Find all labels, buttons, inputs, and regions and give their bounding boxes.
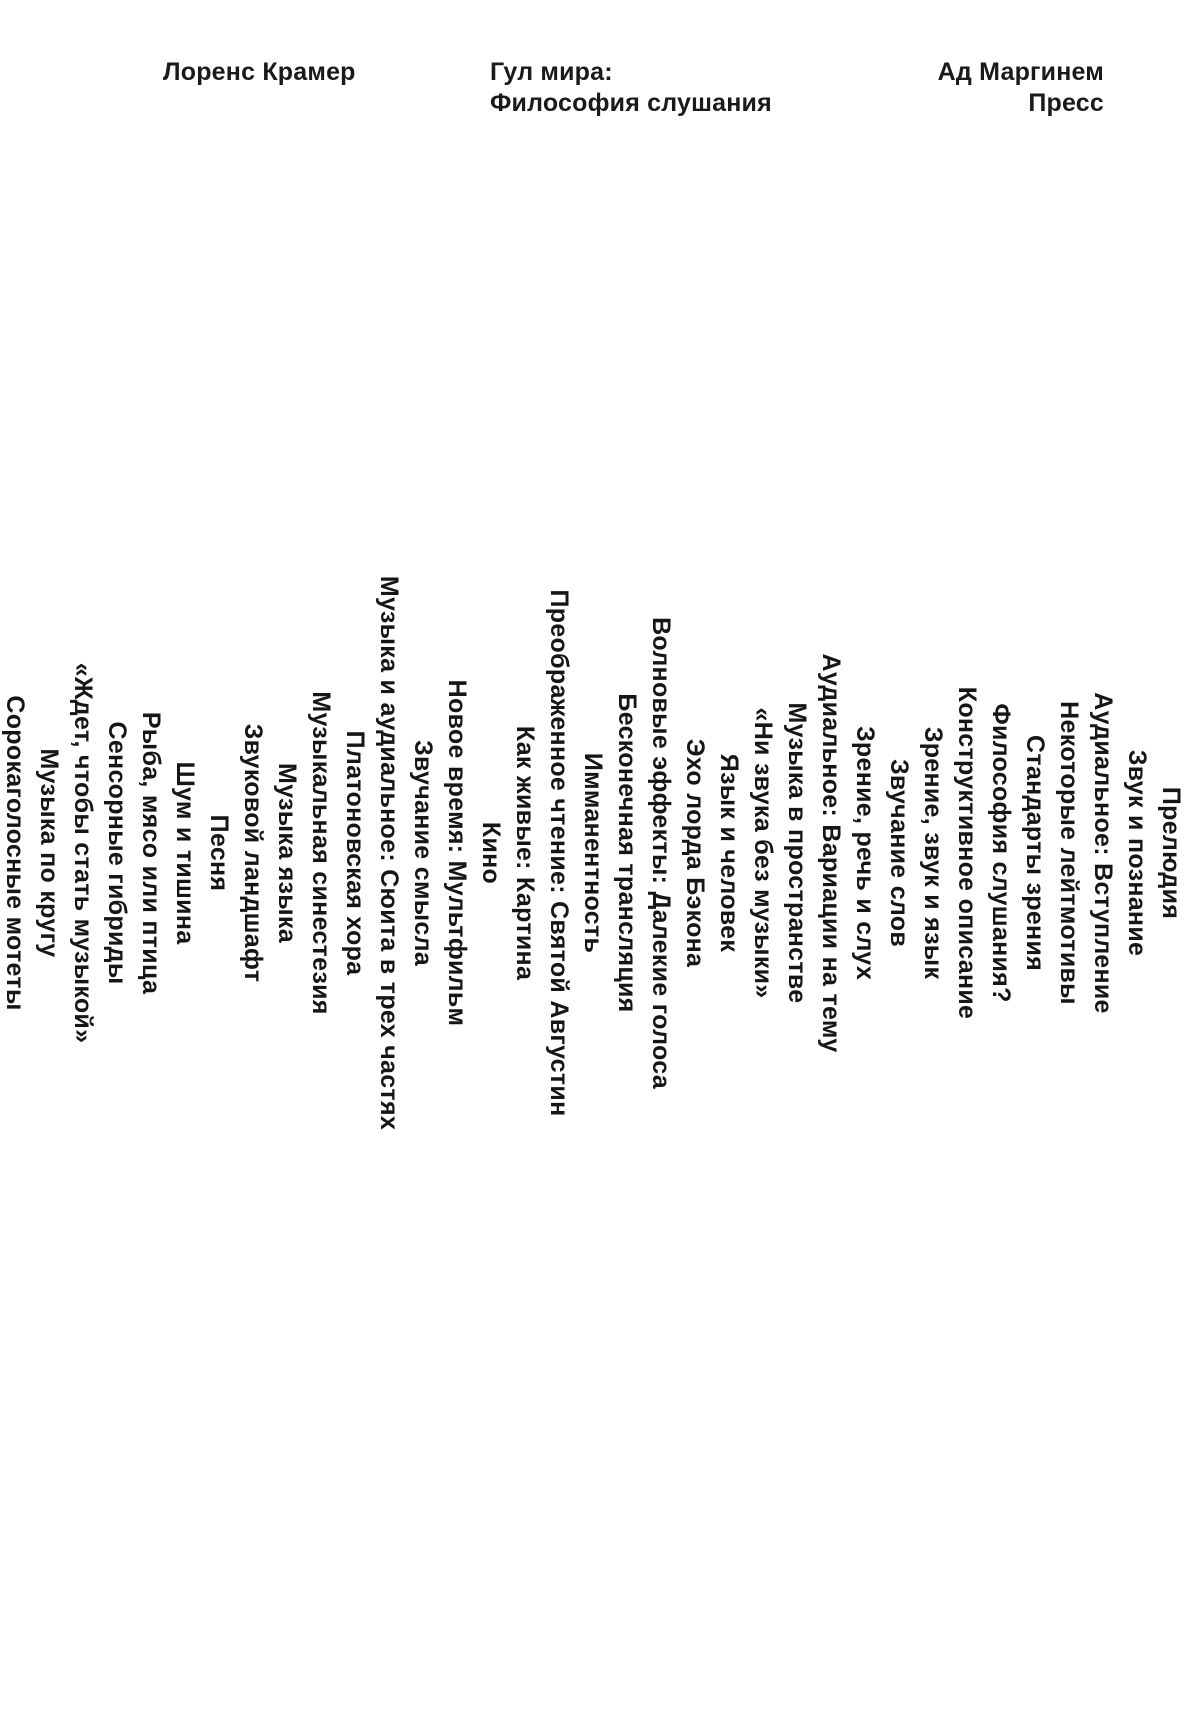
book-title-line1: Гул мира:: [490, 58, 613, 86]
toc-item-21: Кино: [477, 821, 505, 885]
book-title: [490, 57, 772, 119]
toc-item-17: Бесконечная трансляция: [613, 693, 641, 1013]
toc-item-34: Музыка по кругу: [35, 748, 63, 958]
toc-item-19: Преображенное чтение: Святой Августин: [545, 589, 573, 1117]
publisher-line1: Ад Маргинем: [937, 58, 1104, 86]
toc-item-23: Звучание смысла: [409, 740, 437, 966]
toc-item-1: Прелюдия: [1157, 786, 1185, 920]
toc-item-14: Язык и человек: [715, 753, 743, 953]
toc-item-28: Звуковой ландшафт: [239, 723, 267, 983]
toc-item-18: Имманентность: [579, 752, 607, 954]
toc-item-15: Эхо лорда Бэкона: [681, 738, 709, 968]
toc-item-16: Волновые эффекты: Далекие голоса: [647, 617, 675, 1089]
toc-item-2: Звук и познание: [1123, 749, 1151, 957]
toc-item-30: Шум и тишина: [171, 761, 199, 945]
toc-item-33: «Ждет, чтобы стать музыкой»: [69, 662, 97, 1044]
toc-item-22: Новое время: Мультфильм: [443, 679, 471, 1027]
book-title-line2: Философия слушания: [490, 89, 772, 117]
publisher-name: [938, 57, 1104, 119]
toc-item-3: Аудиальное: Вступление: [1089, 692, 1117, 1014]
publisher-line2: Пресс: [1028, 89, 1104, 117]
toc-item-6: Философия слушания?: [987, 703, 1015, 1003]
toc-item-24: Музыка и аудиальное: Сюита в трех частях: [375, 575, 403, 1131]
toc-item-9: Звучание слов: [885, 758, 913, 948]
table-of-contents: [0, 493, 1188, 1213]
toc-item-10: Зрение, речь и слух: [851, 725, 879, 981]
toc-item-29: Песня: [205, 814, 233, 892]
toc-item-13: «Ни звука без музыки»: [749, 707, 777, 999]
toc-item-31: Рыба, мясо или птица: [137, 711, 165, 995]
toc-item-7: Конструктивное описание: [953, 686, 981, 1020]
toc-item-8: Зрение, звук и язык: [919, 726, 947, 980]
toc-item-5: Стандарты зрения: [1021, 734, 1049, 971]
toc-item-35: Сорокаголосные мотеты: [1, 695, 29, 1011]
toc-item-20: Как живые: Картина: [511, 725, 539, 981]
toc-item-27: Музыка языка: [273, 763, 301, 943]
toc-item-12: Музыка в пространстве: [783, 702, 811, 1004]
toc-item-32: Сенсорные гибриды: [103, 721, 131, 985]
toc-item-4: Некоторые лейтмотивы: [1055, 701, 1083, 1005]
toc-item-25: Платоновская хора: [341, 730, 369, 976]
toc-item-11: Аудиальное: Вариации на тему: [817, 653, 845, 1053]
page-header: [0, 57, 1200, 137]
author-name: Лоренс Крамер: [163, 58, 356, 86]
toc-item-26: Музыкальная синестезия: [307, 691, 335, 1015]
